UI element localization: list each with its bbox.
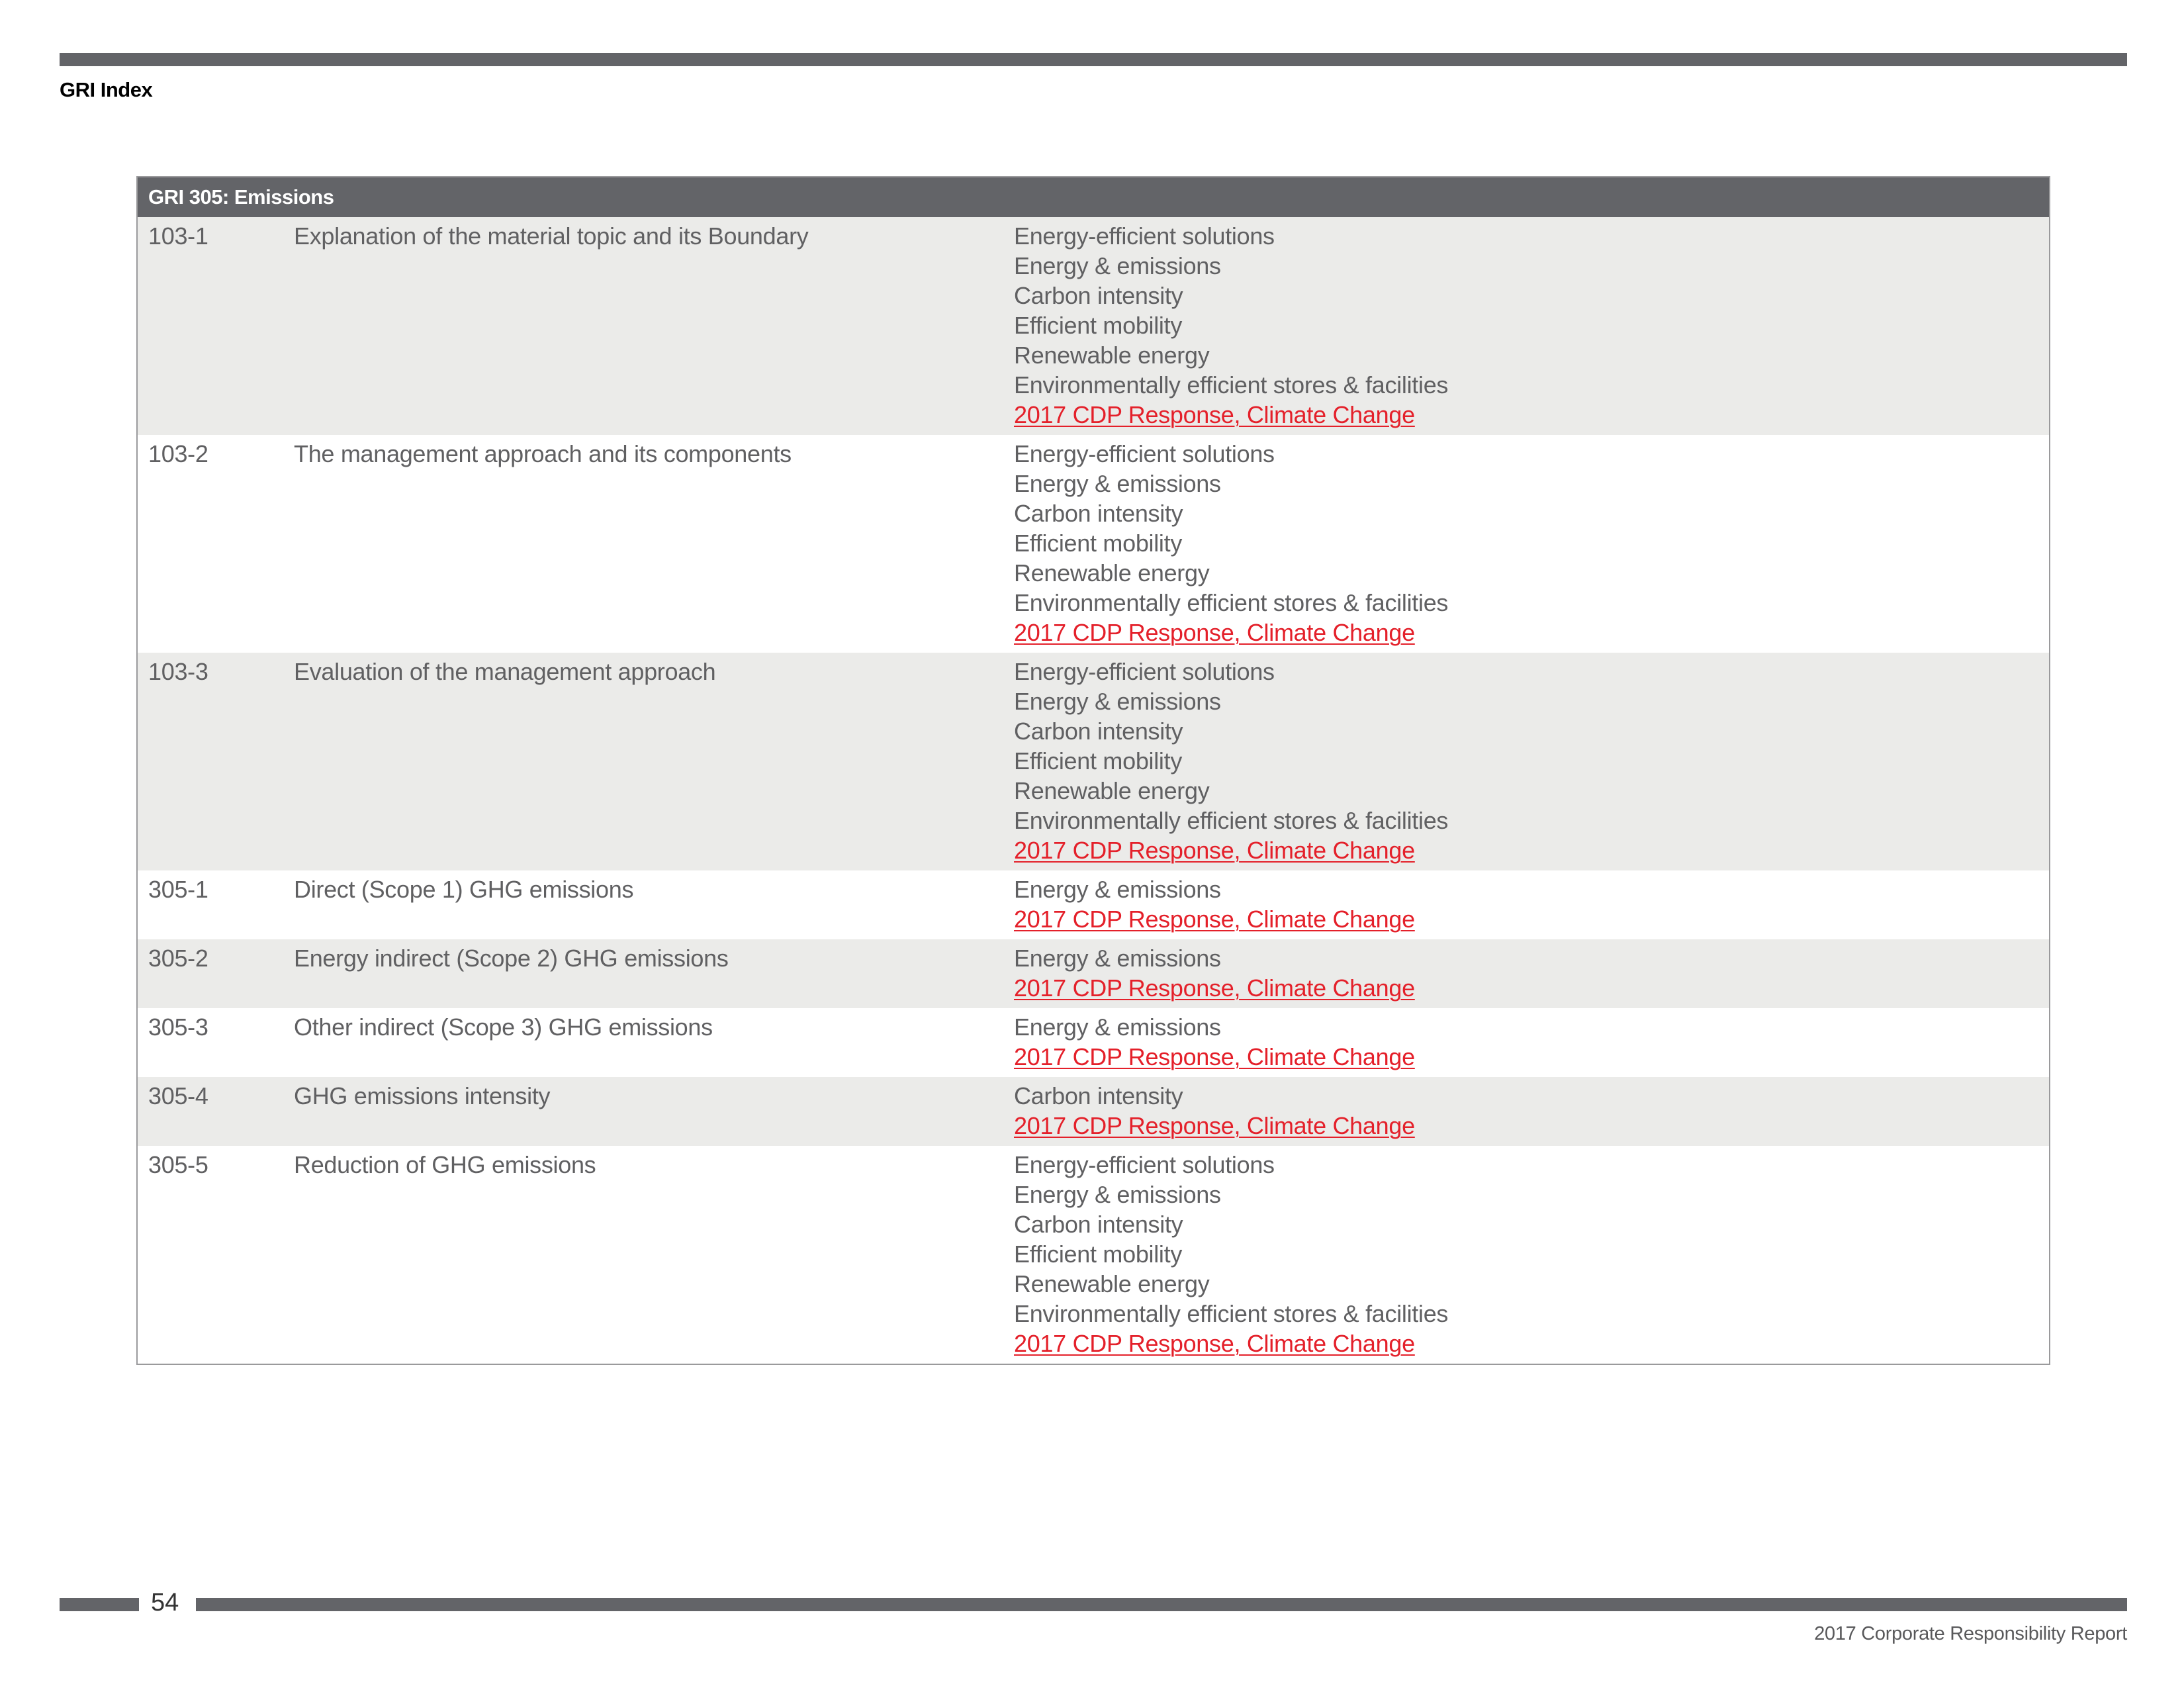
- disclosure-title: Explanation of the material topic and its Boundary: [294, 222, 809, 250]
- reference-list: [1014, 1150, 2049, 1358]
- reference-item: Renewable energy: [1014, 1270, 1210, 1297]
- reference-item: Efficient mobility: [1014, 312, 1183, 339]
- table-row: [138, 1077, 2049, 1146]
- top-rule: [60, 53, 2127, 66]
- bottom-rule-right: [196, 1598, 2127, 1611]
- reference-item: Renewable energy: [1014, 777, 1210, 804]
- table-row: [138, 939, 2049, 1008]
- reference-item: Environmentally efficient stores & facilities: [1014, 807, 1449, 834]
- reference-item: Energy & emissions: [1014, 1181, 1221, 1208]
- table-row: [138, 653, 2049, 870]
- reference-item: Energy-efficient solutions: [1014, 658, 1275, 685]
- reference-item: Carbon intensity: [1014, 1211, 1183, 1238]
- table-row: [138, 870, 2049, 939]
- table-body: [138, 217, 2049, 1364]
- disclosure-title: Direct (Scope 1) GHG emissions: [294, 876, 634, 903]
- reference-list: [1014, 221, 2049, 430]
- disclosure-title: The management approach and its components: [294, 440, 792, 467]
- table-row: [138, 435, 2049, 653]
- reference-item: Energy-efficient solutions: [1014, 440, 1275, 467]
- footer-report-title: 2017 Corporate Responsibility Report: [1814, 1623, 2127, 1644]
- disclosure-title: Evaluation of the management approach: [294, 658, 716, 685]
- disclosure-code: 305-3: [148, 1013, 208, 1041]
- reference-list: [1014, 657, 2049, 865]
- reference-item: Carbon intensity: [1014, 718, 1183, 745]
- table-row: [138, 1008, 2049, 1077]
- cdp-response-link[interactable]: 2017 CDP Response, Climate Change: [1014, 837, 1415, 864]
- reference-list: [1014, 874, 2049, 934]
- table-row: [138, 217, 2049, 435]
- table-row: [138, 1146, 2049, 1364]
- reference-list: [1014, 943, 2049, 1003]
- reference-item: Energy & emissions: [1014, 470, 1221, 497]
- cdp-response-link[interactable]: 2017 CDP Response, Climate Change: [1014, 974, 1415, 1002]
- table-header: GRI 305: Emissions: [138, 177, 2049, 217]
- cdp-response-link[interactable]: 2017 CDP Response, Climate Change: [1014, 906, 1415, 933]
- cdp-response-link[interactable]: 2017 CDP Response, Climate Change: [1014, 1112, 1415, 1139]
- reference-item: Efficient mobility: [1014, 530, 1183, 557]
- reference-item: Energy-efficient solutions: [1014, 222, 1275, 250]
- disclosure-title: Reduction of GHG emissions: [294, 1151, 596, 1178]
- disclosure-title: Other indirect (Scope 3) GHG emissions: [294, 1013, 713, 1041]
- disclosure-title: GHG emissions intensity: [294, 1082, 551, 1109]
- reference-item: Efficient mobility: [1014, 747, 1183, 774]
- reference-list: [1014, 1081, 2049, 1141]
- cdp-response-link[interactable]: 2017 CDP Response, Climate Change: [1014, 619, 1415, 646]
- disclosure-title: Energy indirect (Scope 2) GHG emissions: [294, 945, 729, 972]
- disclosure-code: 305-1: [148, 876, 208, 903]
- gri-emissions-table: [136, 176, 2050, 1365]
- reference-item: Carbon intensity: [1014, 500, 1183, 527]
- disclosure-code: 103-1: [148, 222, 208, 250]
- reference-item: Renewable energy: [1014, 342, 1210, 369]
- reference-item: Environmentally efficient stores & facilities: [1014, 589, 1449, 616]
- disclosure-code: 305-5: [148, 1151, 208, 1178]
- reference-item: Energy & emissions: [1014, 1013, 1221, 1041]
- disclosure-code: 103-2: [148, 440, 208, 467]
- bottom-rule-left: [60, 1598, 139, 1611]
- cdp-response-link[interactable]: 2017 CDP Response, Climate Change: [1014, 401, 1415, 428]
- reference-item: Energy & emissions: [1014, 252, 1221, 279]
- disclosure-code: 103-3: [148, 658, 208, 685]
- disclosure-code: 305-2: [148, 945, 208, 972]
- reference-item: Energy & emissions: [1014, 945, 1221, 972]
- reference-item: Efficient mobility: [1014, 1241, 1183, 1268]
- section-title: GRI Index: [60, 78, 153, 101]
- reference-item: Energy & emissions: [1014, 688, 1221, 715]
- reference-list: [1014, 439, 2049, 647]
- reference-item: Environmentally efficient stores & facilities: [1014, 371, 1449, 399]
- cdp-response-link[interactable]: 2017 CDP Response, Climate Change: [1014, 1043, 1415, 1070]
- reference-item: Energy & emissions: [1014, 876, 1221, 903]
- reference-list: [1014, 1012, 2049, 1072]
- reference-item: Energy-efficient solutions: [1014, 1151, 1275, 1178]
- reference-item: Carbon intensity: [1014, 282, 1183, 309]
- page-number: 54: [151, 1589, 179, 1617]
- cdp-response-link[interactable]: 2017 CDP Response, Climate Change: [1014, 1330, 1415, 1357]
- disclosure-code: 305-4: [148, 1082, 208, 1109]
- reference-item: Carbon intensity: [1014, 1082, 1183, 1109]
- reference-item: Renewable energy: [1014, 559, 1210, 586]
- reference-item: Environmentally efficient stores & facilities: [1014, 1300, 1449, 1327]
